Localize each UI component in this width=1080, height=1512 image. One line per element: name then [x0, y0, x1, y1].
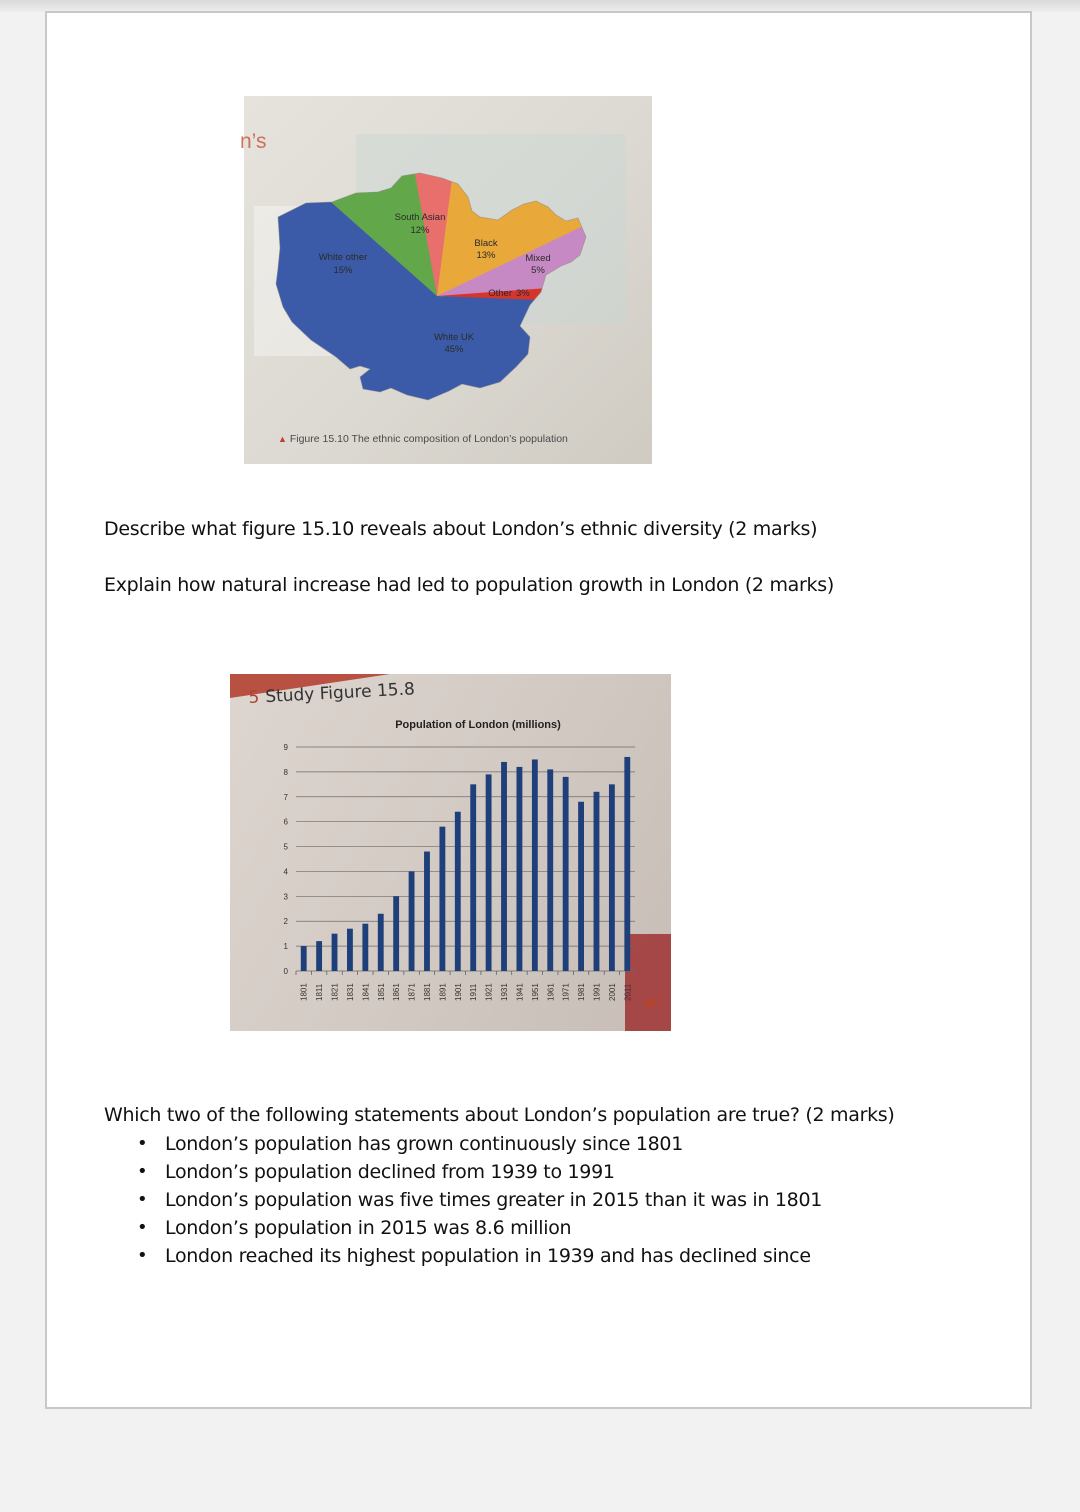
- y-tick-label: 0: [283, 967, 288, 976]
- bar-1961: [547, 769, 553, 971]
- x-tick-label: 1911: [469, 983, 479, 1001]
- y-tick-label: 5: [283, 842, 288, 852]
- bar-1931: [501, 762, 507, 971]
- value-south-asian: 12%: [410, 225, 430, 236]
- question-3: Which two of the following statements about London’s population are true? (2 marks): [104, 1104, 895, 1126]
- value-black: 13%: [476, 250, 496, 261]
- x-tick-label: 1921: [484, 983, 494, 1001]
- x-tick-label: 1841: [361, 983, 371, 1001]
- x-tick-label: 1821: [330, 983, 340, 1001]
- bar-1851: [378, 914, 384, 971]
- bar-1801: [301, 946, 307, 971]
- y-tick-label: 7: [283, 792, 288, 802]
- bar-1841: [362, 924, 368, 971]
- bar-1871: [409, 871, 415, 971]
- x-tick-label: 1851: [376, 983, 386, 1001]
- value-mixed: 5%: [531, 265, 545, 276]
- bar-1941: [517, 767, 523, 971]
- x-tick-label: 1831: [345, 983, 355, 1001]
- statement-list: [137, 1130, 822, 1270]
- value-white-other: 15%: [333, 265, 353, 276]
- study-label: Study Figure 15.8: [264, 679, 416, 708]
- bar-1911: [470, 784, 476, 971]
- x-tick-label: 2011: [623, 983, 633, 1001]
- statement-2: • London’s population declined from 1939 to 1991: [137, 1158, 822, 1186]
- bar-1831: [347, 929, 353, 971]
- x-tick-label: 1861: [392, 983, 402, 1001]
- ethnic-composition-pie-map: [244, 96, 652, 464]
- document-page: [45, 11, 1032, 1409]
- figure-15-10-caption: [278, 432, 598, 446]
- y-tick-label: 6: [283, 817, 288, 827]
- x-tick-label: 1811: [315, 983, 325, 1001]
- x-tick-label: 1941: [515, 983, 525, 1001]
- y-tick-label: 3: [283, 892, 288, 902]
- statement-5: • London reached its highest population in 1939 and has declined since: [137, 1242, 822, 1270]
- bar-1891: [439, 827, 445, 971]
- margin-arrow: ◀F: [642, 994, 663, 1011]
- bar-1861: [393, 896, 399, 971]
- question-1: Describe what figure 15.10 reveals about London’s ethnic diversity (2 marks): [104, 518, 818, 540]
- y-tick-label: 2: [283, 917, 288, 927]
- bar-1901: [455, 812, 461, 971]
- bar-1921: [486, 774, 492, 971]
- x-tick-label: 1961: [546, 983, 556, 1001]
- x-tick-label: 1971: [561, 983, 571, 1001]
- x-tick-label: 1801: [299, 983, 309, 1001]
- x-tick-label: 1901: [453, 983, 463, 1001]
- bar-1951: [532, 759, 538, 971]
- question-2: Explain how natural increase had led to population growth in London (2 marks): [104, 574, 834, 596]
- x-tick-label: 1881: [422, 983, 432, 1001]
- bar-1971: [563, 777, 569, 971]
- y-tick-label: 8: [283, 767, 288, 777]
- chart-title: Population of London (millions): [395, 719, 561, 731]
- label-mixed: Mixed: [525, 253, 551, 264]
- statement-4: • London’s population in 2015 was 8.6 million: [137, 1214, 822, 1242]
- label-south-asian: South Asian: [394, 212, 446, 223]
- value-white-uk: 45%: [444, 344, 464, 355]
- bar-1991: [594, 792, 600, 971]
- label-white-other: White other: [318, 252, 368, 263]
- label-black: Black: [474, 238, 498, 249]
- study-number: 5: [248, 687, 260, 708]
- statement-3: • London’s population was five times greater in 2015 than it was in 1801: [137, 1186, 822, 1214]
- bar-2001: [609, 784, 615, 971]
- bar-1821: [332, 934, 338, 971]
- x-tick-label: 1891: [438, 983, 448, 1001]
- x-tick-label: 1931: [500, 983, 510, 1001]
- x-tick-label: 1871: [407, 983, 417, 1001]
- bar-2011: [624, 757, 630, 971]
- bar-1811: [316, 941, 322, 971]
- value-other: 3%: [516, 288, 530, 299]
- caption-triangle-icon: ▲: [278, 434, 287, 444]
- population-bar-chart: [230, 674, 671, 1031]
- x-tick-label: 1951: [530, 983, 540, 1001]
- y-tick-label: 4: [283, 867, 288, 877]
- bar-1981: [578, 802, 584, 971]
- label-other: Other: [488, 288, 512, 299]
- figure-15-8-photo: [230, 674, 671, 1031]
- x-tick-label: 1981: [577, 983, 587, 1001]
- y-tick-label: 1: [283, 942, 288, 952]
- x-tick-label: 1991: [592, 983, 602, 1001]
- page-header-fragment: n’s: [240, 130, 267, 153]
- statement-1: • London’s population has grown continuously since 1801: [137, 1130, 822, 1158]
- caption-text: Figure 15.10 The ethnic composition of London’s population: [289, 433, 568, 445]
- x-tick-label: 2001: [607, 983, 617, 1001]
- bar-1881: [424, 852, 430, 971]
- figure-15-10-photo: [240, 96, 652, 464]
- y-tick-label: 9: [283, 743, 288, 752]
- label-white-uk: White UK: [433, 332, 475, 343]
